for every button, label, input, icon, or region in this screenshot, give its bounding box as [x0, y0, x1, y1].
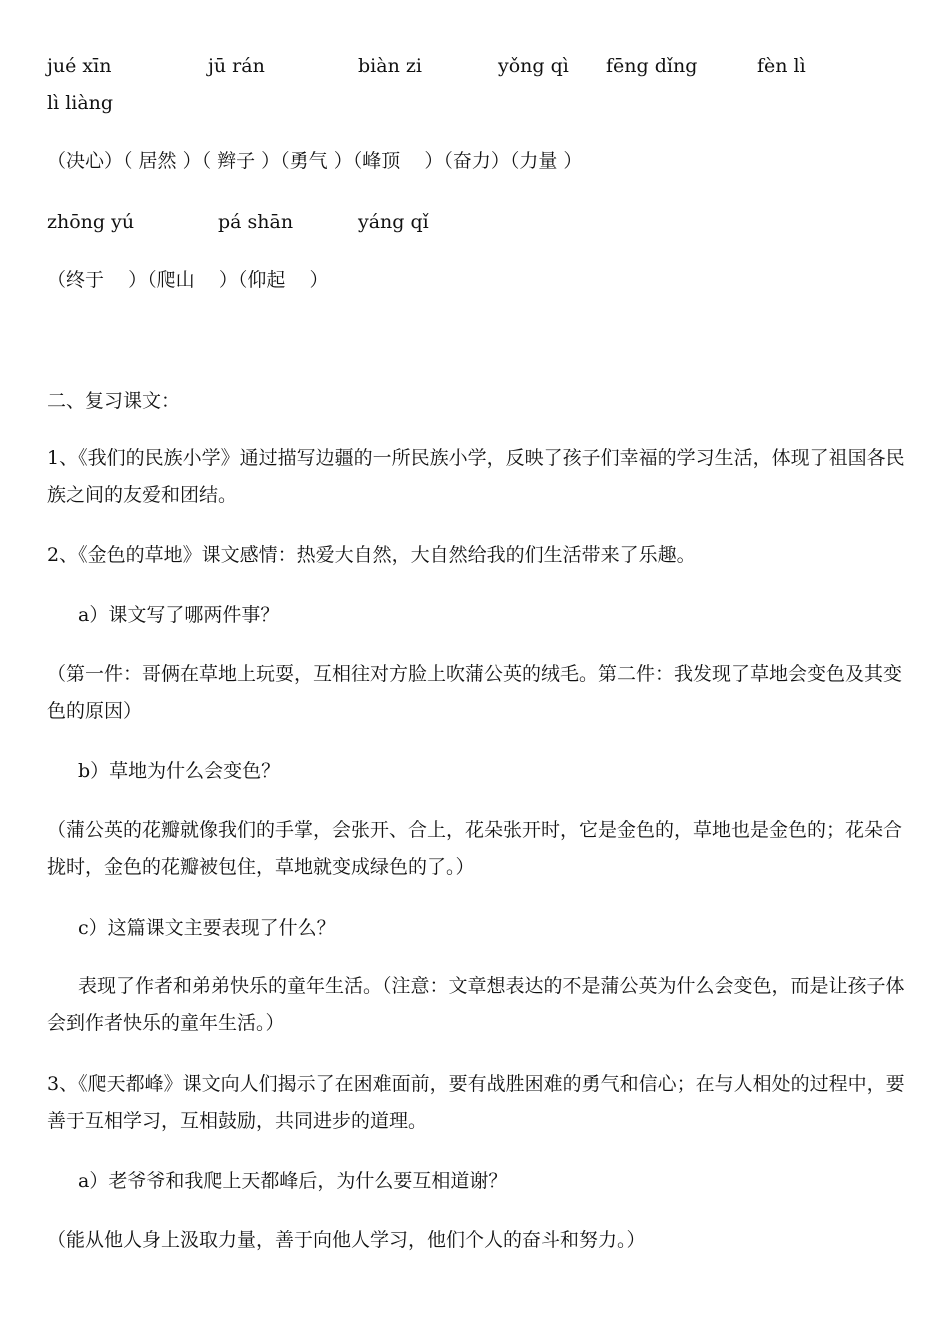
pinyin-zhong-yu: zhōng yú [47, 211, 135, 233]
pinyin-yang-qi: yáng qǐ [358, 211, 429, 233]
section-title: 二、复习课文： [47, 390, 181, 412]
item-2-question-c: c）这篇课文主要表现了什么？ [78, 917, 336, 939]
pinyin-ju-ran: jū rán [208, 55, 265, 77]
item-2-question-a: a）课文写了哪两件事？ [78, 604, 280, 626]
pinyin-yong-qi: yǒng qì [498, 55, 569, 77]
pinyin-jue-xin: jué xīn [47, 55, 112, 77]
words-row-2: （终于 ）（爬山 ）（仰起 ） [47, 269, 329, 291]
pinyin-li-liang: lì liàng [47, 92, 114, 114]
item-3-answer-a: （能从他人身上汲取力量，善于向他人学习，他们个人的奋斗和努力。） [47, 1229, 646, 1251]
item-2-answer-a: （第一件：哥俩在草地上玩耍，互相往对方脸上吹蒲公英的绒毛。第二件：我发现了草地会变色及其变色的原因） [47, 663, 903, 722]
item-2-question-b: b）草地为什么会变色？ [78, 760, 281, 782]
words-row-1: （决心）（ 居然 ）（ 辫子 ）（勇气 ）（峰顶 ）（奋力）（力量 ） [47, 150, 583, 172]
review-item-3: 3、《爬天都峰》课文向人们揭示了在困难面前，要有战胜困难的勇气和信心；在与人相处的过程中，要善于互相学习，互相鼓励，共同进步的道理。 [47, 1073, 905, 1132]
pinyin-pa-shan: pá shān [218, 211, 294, 233]
review-item-2: 2、《金色的草地》课文感情：热爱大自然，大自然给我的们生活带来了乐趣。 [47, 544, 696, 566]
pinyin-fen-li: fèn lì [757, 55, 806, 77]
pinyin-bian-zi: biàn zi [358, 55, 422, 77]
review-item-1: 1、《我们的民族小学》通过描写边疆的一所民族小学，反映了孩子们幸福的学习生活，体现了祖国各民族之间的友爱和团结。 [47, 447, 905, 506]
item-2-answer-b: （蒲公英的花瓣就像我们的手掌，会张开、合上，花朵张开时，它是金色的，草地也是金色的；花朵合拢时，金色的花瓣被包住，草地就变成绿色的了。） [47, 819, 903, 878]
item-3-question-a: a）老爷爷和我爬上天都峰后，为什么要互相道谢？ [78, 1170, 508, 1192]
pinyin-feng-ding: fēng dǐng [606, 55, 698, 77]
item-2-answer-c: 表现了作者和弟弟快乐的童年生活。（注意：文章想表达的不是蒲公英为什么会变色，而是让孩子体会到作者快乐的童年生活。） [47, 975, 905, 1034]
